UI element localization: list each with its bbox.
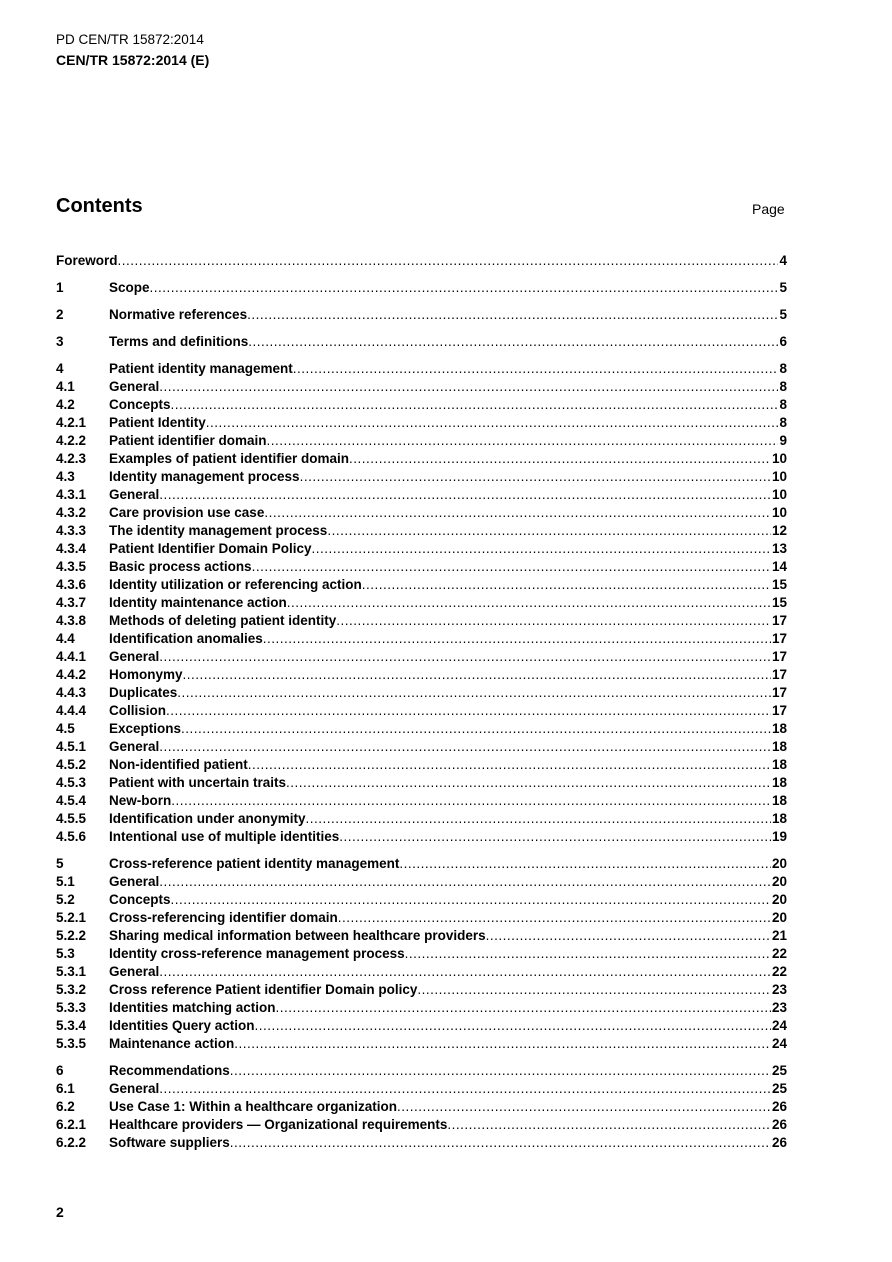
toc-entry-number: 4.5.4: [56, 793, 87, 808]
toc-entry-title-wrap: [109, 666, 771, 684]
toc-entry-number: 4.5.6: [56, 829, 87, 844]
toc-entry[interactable]: [56, 468, 787, 486]
toc-entry-page: 5: [779, 307, 787, 322]
page-column-label: Page: [752, 201, 785, 217]
toc-entry-page: 14: [771, 559, 787, 574]
toc-entry-number: 5.3.5: [56, 1036, 87, 1051]
toc-entry-title: General: [109, 874, 160, 889]
toc-entry-page: 18: [771, 721, 787, 736]
toc-entry-title-wrap: [109, 522, 771, 540]
toc-leader-dots: [405, 945, 771, 963]
toc-entry-title: Methods of deleting patient identity: [109, 613, 337, 628]
toc-entry-number: 4.5.5: [56, 811, 87, 826]
toc-leader-dots: [150, 279, 779, 297]
toc-entry-title: Identity management process: [109, 469, 300, 484]
table-of-contents: [56, 252, 787, 1152]
toc-entry[interactable]: [56, 702, 787, 720]
toc-entry-page: 17: [771, 703, 787, 718]
toc-entry-page: 4: [779, 253, 787, 268]
toc-leader-dots: [264, 504, 771, 522]
toc-entry-title: Patient identity management: [109, 361, 293, 376]
toc-entry-title-wrap: [109, 378, 778, 396]
toc-entry-number: 4.3.7: [56, 595, 87, 610]
toc-entry[interactable]: [56, 1080, 787, 1098]
toc-entry-title: General: [109, 1081, 160, 1096]
toc-entry-title: Identification under anonymity: [109, 811, 306, 826]
toc-entry-title: Patient Identifier Domain Policy: [109, 541, 312, 556]
toc-entry-page: 20: [771, 874, 787, 889]
toc-leader-dots: [248, 333, 778, 351]
toc-entry-page: 26: [771, 1099, 787, 1114]
toc-entry-page: 26: [771, 1117, 787, 1132]
toc-entry-number: 4.5.3: [56, 775, 87, 790]
toc-leader-dots: [159, 378, 778, 396]
toc-entry-title: Exceptions: [109, 721, 182, 736]
toc-entry-title: General: [109, 649, 160, 664]
toc-leader-dots: [166, 702, 771, 720]
toc-entry-number: 3: [56, 334, 64, 349]
toc-entry-number: 4.3.8: [56, 613, 87, 628]
toc-entry-title-wrap: [109, 612, 771, 630]
toc-entry-title: Care provision use case: [109, 505, 265, 520]
toc-entry-title-wrap: [109, 630, 771, 648]
toc-entry-title-wrap: [109, 909, 771, 927]
toc-entry-number: 4.4.3: [56, 685, 87, 700]
toc-entry-title: Scope: [109, 280, 150, 295]
toc-leader-dots: [247, 306, 778, 324]
toc-entry-title-wrap: [109, 981, 771, 999]
toc-entry-page: 15: [771, 595, 787, 610]
toc-entry-page: 26: [771, 1135, 787, 1150]
toc-entry-title-wrap: [109, 576, 771, 594]
toc-entry-page: 9: [779, 433, 787, 448]
toc-leader-dots: [327, 522, 771, 540]
toc-leader-dots: [339, 828, 771, 846]
toc-leader-dots: [306, 810, 771, 828]
toc-entry-page: 23: [771, 1000, 787, 1015]
toc-entry-page: 23: [771, 982, 787, 997]
toc-entry-page: 24: [771, 1036, 787, 1051]
toc-entry-title: General: [109, 964, 160, 979]
toc-entry-page: 12: [771, 523, 787, 538]
toc-leader-dots: [118, 252, 779, 270]
toc-entry-number: 4.5.2: [56, 757, 87, 772]
toc-leader-dots: [159, 738, 771, 756]
toc-leader-dots: [234, 1035, 771, 1053]
toc-entry-page: 22: [771, 964, 787, 979]
toc-entry[interactable]: [56, 774, 787, 792]
toc-leader-dots: [252, 558, 771, 576]
toc-entry[interactable]: [56, 756, 787, 774]
toc-entry-page: 10: [771, 469, 787, 484]
toc-entry-number: 4.2.1: [56, 415, 87, 430]
toc-entry[interactable]: [56, 252, 787, 270]
toc-leader-dots: [181, 720, 771, 738]
toc-entry[interactable]: [56, 1035, 787, 1053]
toc-entry-number: 4.4.1: [56, 649, 87, 664]
toc-leader-dots: [230, 1062, 771, 1080]
toc-entry-page: 20: [771, 892, 787, 907]
toc-entry[interactable]: [56, 1098, 787, 1116]
toc-entry[interactable]: [56, 666, 787, 684]
toc-entry[interactable]: [56, 792, 787, 810]
toc-entry-number: 5.2.1: [56, 910, 87, 925]
toc-entry[interactable]: [56, 855, 787, 873]
toc-entry-title: Patient Identity: [109, 415, 206, 430]
toc-entry-page: 5: [779, 280, 787, 295]
contents-title: Contents: [56, 195, 143, 217]
toc-leader-dots: [171, 396, 779, 414]
toc-entry-title: Foreword: [56, 253, 118, 268]
toc-entry-title-wrap: [109, 396, 778, 414]
toc-entry-title-wrap: [109, 702, 771, 720]
toc-leader-dots: [267, 432, 779, 450]
toc-entry-page: 20: [771, 910, 787, 925]
toc-entry-number: 4.3.1: [56, 487, 87, 502]
toc-entry-title: Identity maintenance action: [109, 595, 287, 610]
toc-leader-dots: [399, 855, 771, 873]
toc-leader-dots: [183, 666, 771, 684]
toc-entry[interactable]: [56, 945, 787, 963]
toc-entry-title-wrap: [109, 855, 771, 873]
toc-entry-page: 18: [771, 793, 787, 808]
toc-entry-number: 4.3.6: [56, 577, 87, 592]
toc-entry[interactable]: [56, 558, 787, 576]
toc-entry-title-wrap: [109, 999, 771, 1017]
toc-entry-title: Cross-reference patient identity management: [109, 856, 400, 871]
toc-leader-dots: [287, 594, 771, 612]
toc-entry-title: Software suppliers: [109, 1135, 230, 1150]
toc-entry-title-wrap: [109, 504, 771, 522]
toc-entry-title-wrap: [109, 792, 771, 810]
toc-entry-page: 24: [771, 1018, 787, 1033]
toc-entry-title-wrap: [109, 594, 771, 612]
toc-entry-number: 5.3: [56, 946, 75, 961]
toc-entry-title: Identities Query action: [109, 1018, 255, 1033]
toc-entry-title-wrap: [109, 927, 771, 945]
toc-leader-dots: [159, 648, 771, 666]
toc-entry-page: 22: [771, 946, 787, 961]
toc-entry[interactable]: [56, 999, 787, 1017]
toc-leader-dots: [417, 981, 771, 999]
toc-leader-dots: [286, 774, 771, 792]
toc-entry[interactable]: [56, 279, 787, 297]
toc-entry[interactable]: [56, 1017, 787, 1035]
toc-entry-title: Identities matching action: [109, 1000, 276, 1015]
toc-entry-page: 19: [771, 829, 787, 844]
toc-entry-title: The identity management process: [109, 523, 328, 538]
toc-leader-dots: [248, 756, 771, 774]
toc-entry-title-wrap: [109, 945, 771, 963]
toc-entry-title-wrap: [109, 963, 771, 981]
toc-entry-title: Healthcare providers — Organizational requirements: [109, 1117, 448, 1132]
toc-entry-number: 6.2.2: [56, 1135, 87, 1150]
toc-entry-number: 4.3.5: [56, 559, 87, 574]
toc-entry-title-wrap: [109, 468, 771, 486]
toc-entry-page: 18: [771, 775, 787, 790]
toc-entry[interactable]: [56, 963, 787, 981]
toc-entry[interactable]: [56, 594, 787, 612]
toc-entry-page: 8: [779, 379, 787, 394]
toc-leader-dots: [349, 450, 771, 468]
toc-entry-number: 4.4: [56, 631, 75, 646]
toc-entry-number: 1: [56, 280, 64, 295]
toc-entry-title-wrap: [109, 1116, 771, 1134]
toc-entry-title-wrap: [109, 756, 771, 774]
toc-leader-dots: [230, 1134, 771, 1152]
toc-entry-page: 18: [771, 757, 787, 772]
toc-entry-page: 10: [771, 505, 787, 520]
toc-entry-number: 4.4.2: [56, 667, 87, 682]
toc-entry-page: 25: [771, 1081, 787, 1096]
toc-entry-page: 25: [771, 1063, 787, 1078]
toc-entry[interactable]: [56, 873, 787, 891]
toc-entry-title-wrap: [109, 414, 778, 432]
toc-entry-title: Identity utilization or referencing action: [109, 577, 362, 592]
toc-entry-title: General: [109, 487, 160, 502]
toc-entry-title-wrap: [109, 684, 771, 702]
toc-entry-title: Recommendations: [109, 1063, 230, 1078]
toc-entry-title: Collision: [109, 703, 166, 718]
toc-entry[interactable]: [56, 522, 787, 540]
toc-entry[interactable]: [56, 396, 787, 414]
toc-entry[interactable]: [56, 414, 787, 432]
toc-leader-dots: [159, 486, 771, 504]
toc-entry[interactable]: [56, 630, 787, 648]
toc-entry-title: Sharing medical information between healthcare providers: [109, 928, 486, 943]
toc-entry-title-wrap: [109, 720, 771, 738]
toc-entry-title-wrap: [109, 774, 771, 792]
toc-entry-number: 4.1: [56, 379, 75, 394]
toc-entry[interactable]: [56, 648, 787, 666]
toc-entry-page: 17: [771, 631, 787, 646]
toc-entry[interactable]: [56, 432, 787, 450]
toc-entry-title: Patient with uncertain traits: [109, 775, 287, 790]
toc-entry[interactable]: [56, 450, 787, 468]
toc-entry-title: Normative references: [109, 307, 248, 322]
toc-entry-number: 4.3: [56, 469, 75, 484]
toc-entry-title: Duplicates: [109, 685, 178, 700]
toc-entry-title-wrap: [109, 558, 771, 576]
toc-entry-title-wrap: [109, 1080, 771, 1098]
toc-entry-title: Identity cross-reference management process: [109, 946, 405, 961]
toc-leader-dots: [300, 468, 771, 486]
toc-entry-title-wrap: [109, 810, 771, 828]
toc-leader-dots: [486, 927, 771, 945]
toc-entry[interactable]: [56, 720, 787, 738]
toc-entry-number: 4.3.2: [56, 505, 87, 520]
toc-entry-number: 5.3.1: [56, 964, 87, 979]
toc-leader-dots: [255, 1017, 771, 1035]
toc-entry-number: 4.2.2: [56, 433, 87, 448]
toc-entry-title-wrap: [109, 828, 771, 846]
toc-entry-number: 5.3.2: [56, 982, 87, 997]
toc-leader-dots: [171, 891, 771, 909]
toc-entry-page: 17: [771, 685, 787, 700]
toc-entry[interactable]: [56, 612, 787, 630]
toc-entry-number: 5.3.4: [56, 1018, 87, 1033]
toc-entry-number: 5: [56, 856, 64, 871]
toc-entry-page: 17: [771, 667, 787, 682]
toc-entry-title-wrap: [109, 648, 771, 666]
toc-leader-dots: [159, 1080, 771, 1098]
toc-entry-page: 8: [779, 361, 787, 376]
toc-entry-title: General: [109, 379, 160, 394]
toc-entry[interactable]: [56, 1062, 787, 1080]
toc-entry[interactable]: [56, 360, 787, 378]
toc-entry-title: Concepts: [109, 892, 171, 907]
toc-entry-number: 5.1: [56, 874, 75, 889]
toc-entry-title-wrap: [109, 738, 771, 756]
toc-entry[interactable]: [56, 576, 787, 594]
toc-entry-page: 17: [771, 613, 787, 628]
toc-leader-dots: [177, 684, 771, 702]
toc-entry-title: Intentional use of multiple identities: [109, 829, 340, 844]
toc-entry-title-wrap: [109, 306, 778, 324]
toc-entry-number: 4.4.4: [56, 703, 87, 718]
toc-entry-number: 6.1: [56, 1081, 75, 1096]
toc-entry-number: 4: [56, 361, 64, 376]
toc-leader-dots: [362, 576, 771, 594]
toc-entry-title: Homonymy: [109, 667, 183, 682]
page-number: 2: [56, 1204, 64, 1220]
toc-entry-page: 18: [771, 811, 787, 826]
toc-entry-number: 4.5.1: [56, 739, 87, 754]
toc-entry-title: Cross-referencing identifier domain: [109, 910, 338, 925]
toc-entry-number: 6.2: [56, 1099, 75, 1114]
toc-entry[interactable]: [56, 333, 787, 351]
toc-entry-page: 13: [771, 541, 787, 556]
toc-entry[interactable]: [56, 981, 787, 999]
toc-entry-title-wrap: [109, 873, 771, 891]
toc-entry-number: 4.3.4: [56, 541, 87, 556]
toc-entry-title-wrap: [109, 432, 778, 450]
toc-entry-page: 10: [771, 487, 787, 502]
document-id: PD CEN/TR 15872:2014: [56, 32, 204, 47]
document-id-english: CEN/TR 15872:2014 (E): [56, 52, 210, 68]
toc-leader-dots: [312, 540, 771, 558]
toc-entry-page: 10: [771, 451, 787, 466]
toc-entry-page: 15: [771, 577, 787, 592]
toc-entry-title: Concepts: [109, 397, 171, 412]
toc-entry-number: 2: [56, 307, 64, 322]
toc-entry-title-wrap: [109, 891, 771, 909]
toc-entry[interactable]: [56, 540, 787, 558]
toc-entry[interactable]: [56, 684, 787, 702]
toc-entry-title: Basic process actions: [109, 559, 252, 574]
toc-entry[interactable]: [56, 927, 787, 945]
toc-entry-title-wrap: [109, 1017, 771, 1035]
toc-entry-number: 5.2: [56, 892, 75, 907]
toc-entry-page: 17: [771, 649, 787, 664]
toc-entry-title-wrap: [109, 333, 778, 351]
toc-entry[interactable]: [56, 810, 787, 828]
toc-entry-number: 4.2.3: [56, 451, 87, 466]
toc-leader-dots: [293, 360, 779, 378]
toc-entry-title-wrap: [109, 279, 778, 297]
toc-leader-dots: [159, 963, 771, 981]
toc-entry-number: 6.2.1: [56, 1117, 87, 1132]
toc-entry-title: New-born: [109, 793, 172, 808]
toc-entry-title: Patient identifier domain: [109, 433, 267, 448]
toc-entry[interactable]: [56, 486, 787, 504]
toc-leader-dots: [206, 414, 779, 432]
toc-leader-dots: [276, 999, 771, 1017]
toc-entry-number: 4.3.3: [56, 523, 87, 538]
toc-entry-number: 5.2.2: [56, 928, 87, 943]
toc-entry[interactable]: [56, 891, 787, 909]
toc-leader-dots: [159, 873, 771, 891]
toc-entry-title: Examples of patient identifier domain: [109, 451, 350, 466]
toc-entry-page: 21: [771, 928, 787, 943]
toc-entry-page: 8: [779, 415, 787, 430]
toc-entry-title-wrap: [109, 1098, 771, 1116]
toc-entry-title-wrap: [109, 540, 771, 558]
toc-leader-dots: [447, 1116, 771, 1134]
toc-entry-title-wrap: [56, 252, 778, 270]
toc-entry-number: 6: [56, 1063, 64, 1078]
toc-entry[interactable]: [56, 738, 787, 756]
toc-entry-title-wrap: [109, 1062, 771, 1080]
toc-entry-page: 6: [779, 334, 787, 349]
toc-entry-title: Cross reference Patient identifier Domain policy: [109, 982, 418, 997]
toc-entry-title: Non-identified patient: [109, 757, 248, 772]
toc-entry-title: Maintenance action: [109, 1036, 235, 1051]
toc-entry[interactable]: [56, 378, 787, 396]
toc-leader-dots: [171, 792, 771, 810]
toc-leader-dots: [263, 630, 771, 648]
toc-entry-title: Terms and definitions: [109, 334, 249, 349]
toc-entry-title: Identification anomalies: [109, 631, 263, 646]
toc-entry[interactable]: [56, 909, 787, 927]
toc-leader-dots: [397, 1098, 771, 1116]
toc-entry-title: General: [109, 739, 160, 754]
toc-entry-title-wrap: [109, 486, 771, 504]
toc-leader-dots: [336, 612, 771, 630]
toc-entry-page: 8: [779, 397, 787, 412]
toc-entry-title-wrap: [109, 450, 771, 468]
toc-entry[interactable]: [56, 828, 787, 846]
toc-entry-number: 4.5: [56, 721, 75, 736]
toc-entry-title-wrap: [109, 360, 778, 378]
toc-entry-title-wrap: [109, 1134, 771, 1152]
toc-entry-page: 18: [771, 739, 787, 754]
toc-entry-number: 4.2: [56, 397, 75, 412]
toc-entry[interactable]: [56, 306, 787, 324]
toc-entry[interactable]: [56, 1134, 787, 1152]
toc-entry[interactable]: [56, 504, 787, 522]
toc-entry-title: Use Case 1: Within a healthcare organization: [109, 1099, 397, 1114]
toc-entry-page: 20: [771, 856, 787, 871]
toc-leader-dots: [338, 909, 771, 927]
toc-entry-title-wrap: [109, 1035, 771, 1053]
toc-entry-number: 5.3.3: [56, 1000, 87, 1015]
toc-entry[interactable]: [56, 1116, 787, 1134]
